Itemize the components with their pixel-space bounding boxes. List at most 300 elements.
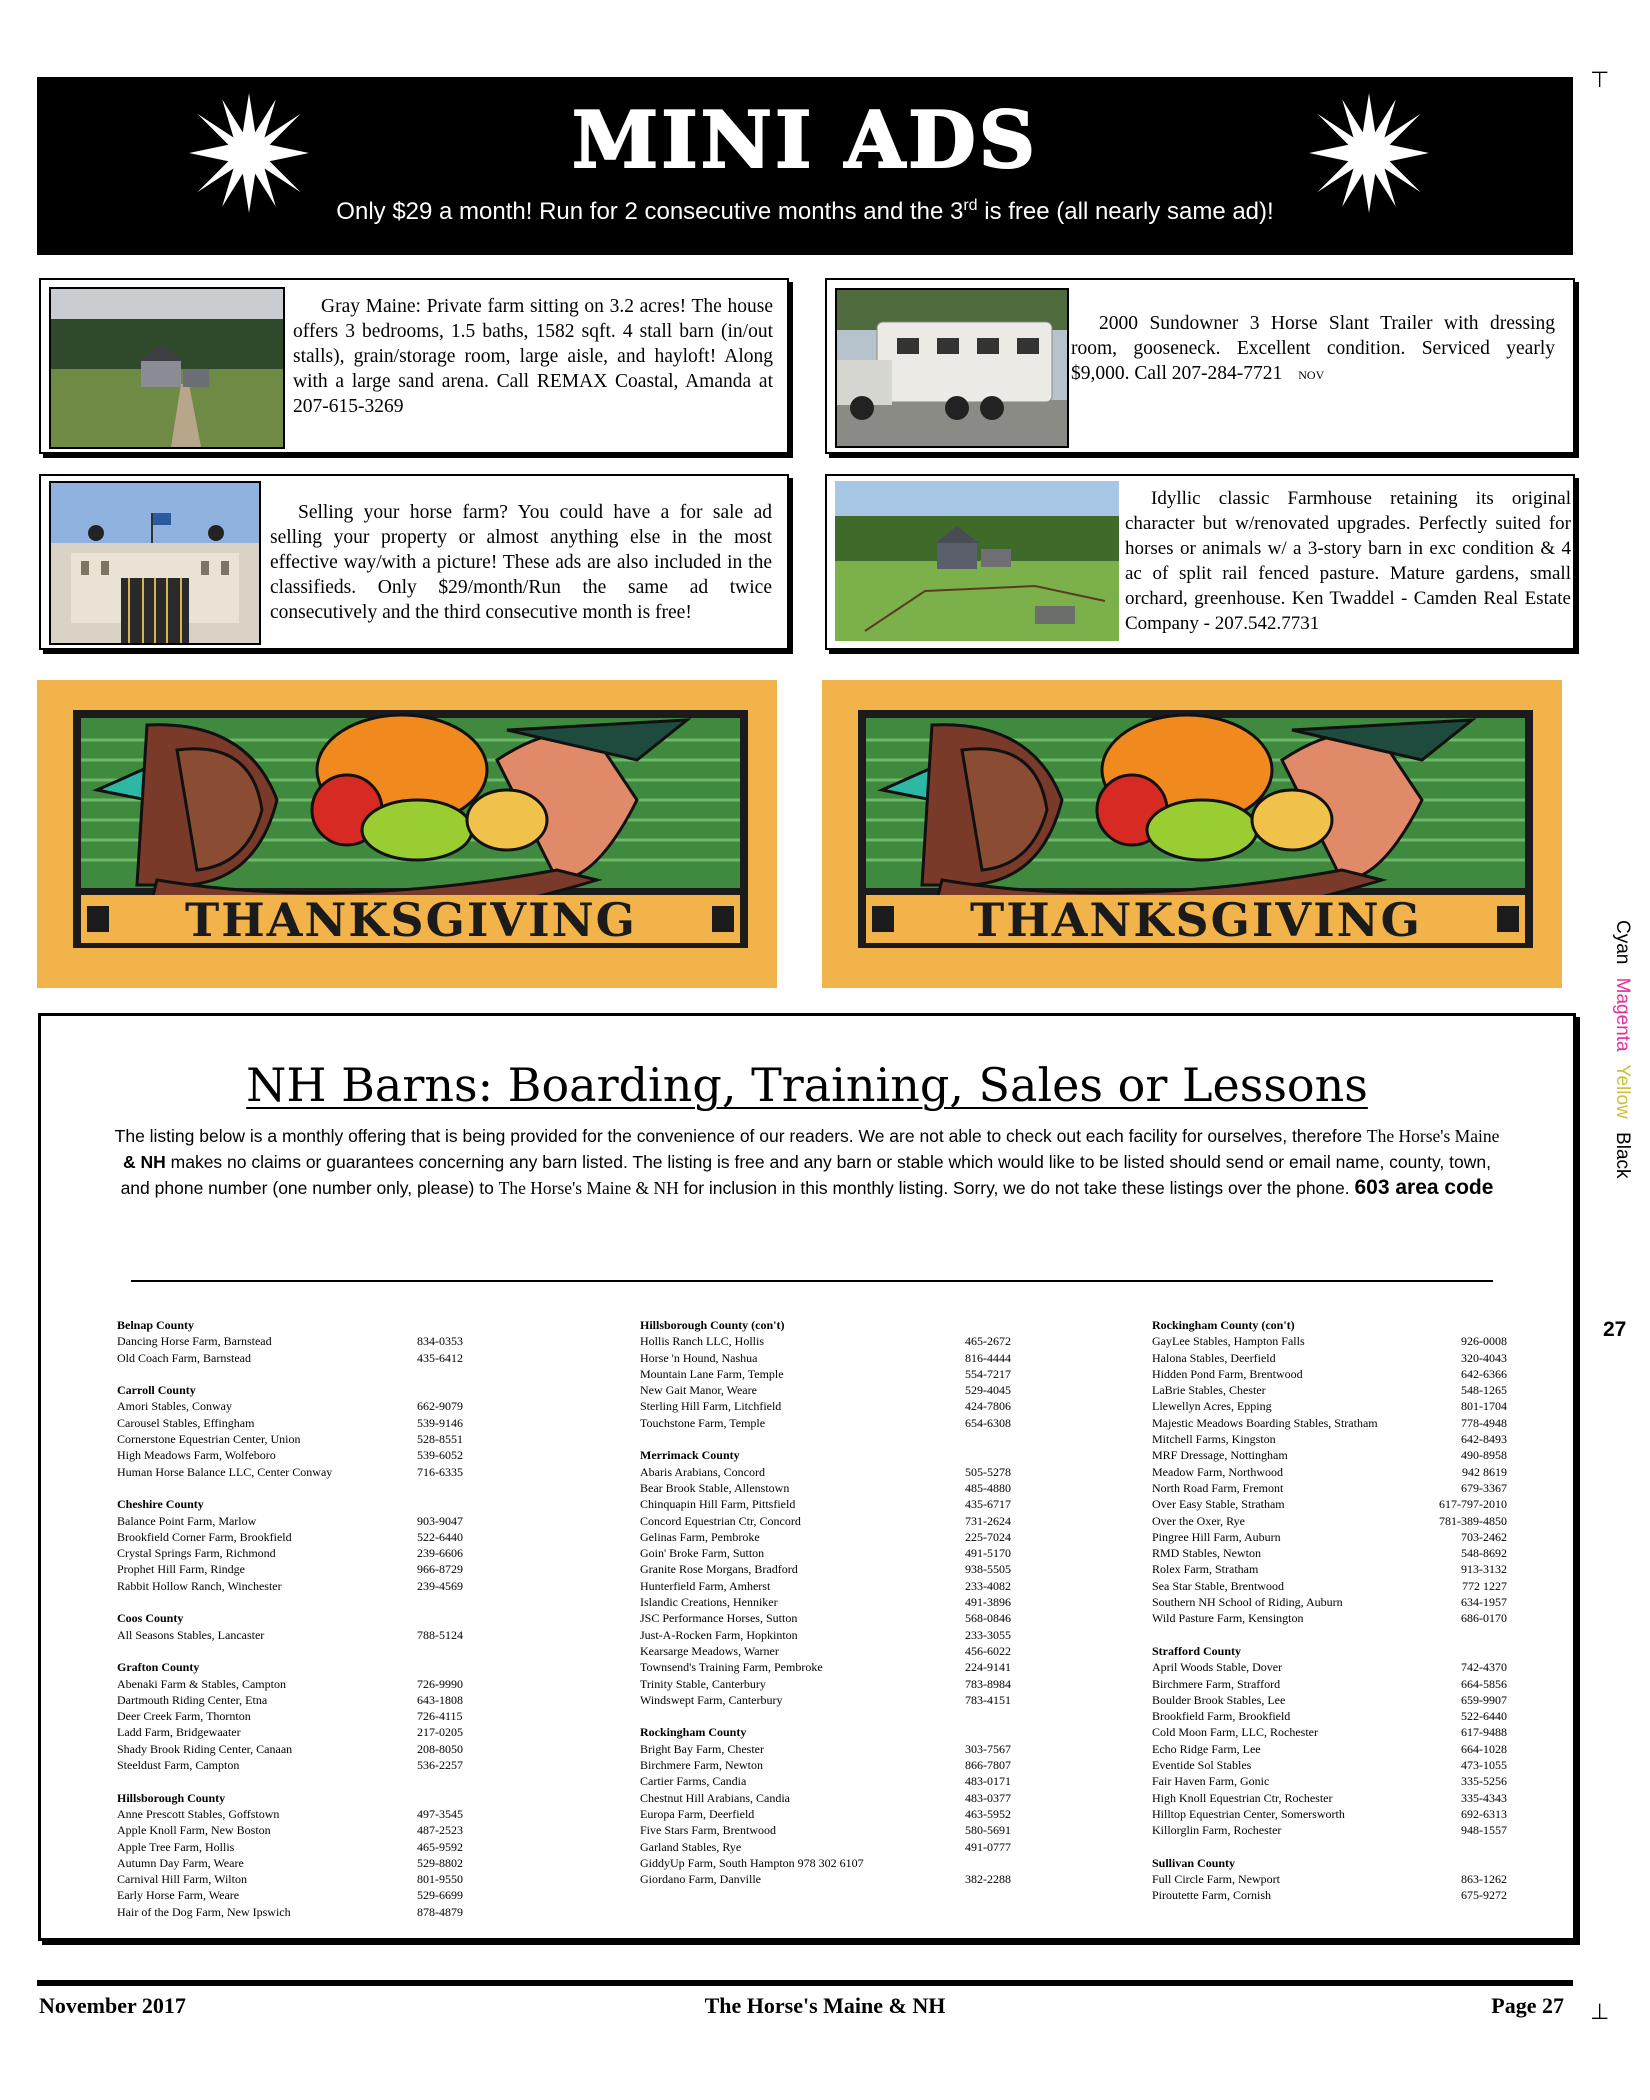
barn-name: Boulder Brook Stables, Lee: [1152, 1692, 1286, 1707]
barn-phone: 505-5278: [965, 1464, 1011, 1479]
barn-listing: [1152, 1496, 1507, 1512]
intro-text: for inclusion in this monthly listing. Sorry, we do not take these listings over the phone.: [678, 1178, 1355, 1198]
barn-phone: 435-6412: [417, 1350, 463, 1365]
barn-listing: [1152, 1887, 1507, 1903]
ad-horse-trailer: [825, 278, 1575, 454]
barn-listing: [1152, 1447, 1507, 1463]
barn-phone: 463-5952: [965, 1806, 1011, 1821]
county-heading: Grafton County: [117, 1660, 200, 1675]
barn-listing: [640, 1806, 1030, 1822]
county-heading: Strafford County: [1152, 1643, 1241, 1658]
barn-listing: [117, 1513, 472, 1529]
barn-phone: 435-6717: [965, 1497, 1011, 1512]
barn-name: Full Circle Farm, Newport: [1152, 1872, 1280, 1887]
barn-phone: 664-5856: [1461, 1676, 1507, 1691]
barn-phone: 938-5505: [965, 1562, 1011, 1577]
area-code: 603 area code: [1354, 1176, 1494, 1199]
barn-listing: [117, 1822, 472, 1838]
barn-name: Shady Brook Riding Center, Canaan: [117, 1741, 293, 1756]
barn-listing: [1152, 1513, 1507, 1529]
county-heading: Carroll County: [117, 1383, 196, 1398]
barn-phone: 742-4370: [1461, 1660, 1507, 1675]
thanksgiving-label: THANKSGIVING: [970, 893, 1422, 947]
barn-name: High Knoll Equestrian Ctr, Rochester: [1152, 1790, 1333, 1805]
banner-title: MINI ADS: [571, 95, 1039, 186]
barn-listing: [1152, 1561, 1507, 1577]
barn-phone: 456-6022: [965, 1643, 1011, 1658]
county-heading: Belnap County: [117, 1318, 195, 1332]
barn-phone: 233-3055: [965, 1627, 1011, 1642]
barn-phone: 788-5124: [417, 1627, 463, 1642]
county-heading: Merrimack County: [640, 1448, 740, 1463]
barn-listing: [640, 1578, 1030, 1594]
nh-barns-listing: [38, 1013, 1576, 1941]
barn-listing: [1152, 1366, 1507, 1382]
barn-phone: 642-8493: [1461, 1432, 1507, 1447]
barn-listing: [117, 1333, 472, 1349]
listing-column-2: [640, 1317, 1030, 1887]
barn-name: Gelinas Farm, Pembroke: [640, 1529, 760, 1544]
spacer: [117, 1366, 472, 1382]
barn-phone: 536-2257: [417, 1758, 463, 1773]
barn-phone: 948-1557: [1461, 1823, 1507, 1838]
barn-phone: 554-7217: [965, 1366, 1011, 1381]
barn-name: Abaris Arabians, Concord: [640, 1464, 765, 1479]
barn-name: Touchstone Farm, Temple: [640, 1415, 766, 1430]
barn-name: Concord Equestrian Ctr, Concord: [640, 1513, 801, 1528]
barn-listing: [117, 1871, 472, 1887]
barn-name: Cornerstone Equestrian Center, Union: [117, 1432, 301, 1447]
barn-phone: 617-9488: [1461, 1725, 1507, 1740]
barn-listing: [117, 1887, 472, 1903]
spacer: [117, 1773, 472, 1789]
thanksgiving-illustration-left: [37, 680, 777, 988]
barn-listing: [640, 1659, 1030, 1675]
barn-name: Crystal Springs Farm, Richmond: [117, 1546, 276, 1561]
barn-phone: 816-4444: [965, 1350, 1011, 1365]
barn-listing: [640, 1496, 1030, 1512]
barn-listing: [1152, 1790, 1507, 1806]
ad-farmhouse: [825, 474, 1575, 650]
barn-listing: [1152, 1692, 1507, 1708]
barn-phone: 580-5691: [965, 1823, 1011, 1838]
publication-suffix: & NH: [123, 1152, 166, 1172]
barn-phone: 335-4343: [1461, 1790, 1507, 1805]
county-heading: Cheshire County: [117, 1497, 204, 1512]
barn-name: Hair of the Dog Farm, New Ipswich: [117, 1904, 291, 1919]
barn-listing: [117, 1724, 472, 1740]
barn-phone: 662-9079: [417, 1399, 463, 1414]
barn-name: Dancing Horse Farm, Barnstead: [117, 1334, 272, 1349]
barn-phone: 233-4082: [965, 1578, 1011, 1593]
mini-ads-banner: [37, 77, 1573, 255]
barn-name: Cartier Farms, Candia: [640, 1774, 747, 1789]
barn-listing: [117, 1545, 472, 1561]
barn-listing: [1152, 1724, 1507, 1740]
barn-phone: 654-6308: [965, 1415, 1011, 1430]
barn-phone: 966-8729: [417, 1562, 463, 1577]
barn-listing: [640, 1366, 1030, 1382]
barn-name: Carousel Stables, Effingham: [117, 1415, 255, 1430]
barn-name: Chinquapin Hill Farm, Pittsfield: [640, 1497, 796, 1512]
barn-listing: [640, 1676, 1030, 1692]
barn-name: Prophet Hill Farm, Rindge: [117, 1562, 245, 1577]
barn-name: Mountain Lane Farm, Temple: [640, 1366, 784, 1381]
barn-name: All Seasons Stables, Lancaster: [117, 1627, 265, 1642]
barn-name: April Woods Stable, Dover: [1152, 1660, 1283, 1675]
barn-listing: [640, 1415, 1030, 1431]
barn-phone: 834-0353: [417, 1334, 463, 1349]
barn-listing: [640, 1741, 1030, 1757]
barn-listing: [117, 1855, 472, 1871]
barn-phone: 686-0170: [1461, 1611, 1507, 1626]
barn-phone: 726-4115: [417, 1709, 463, 1724]
barn-listing: [640, 1529, 1030, 1545]
divider: [131, 1280, 1493, 1282]
barn-name: Bright Bay Farm, Chester: [640, 1741, 764, 1756]
barn-phone: 529-6699: [417, 1888, 463, 1903]
spacer: [640, 1431, 1030, 1447]
palace-photo: [49, 481, 261, 645]
barn-phone: 529-8802: [417, 1855, 463, 1870]
barn-name: Piroutette Farm, Cornish: [1152, 1888, 1271, 1903]
barn-listing: [1152, 1676, 1507, 1692]
barn-name: Over Easy Stable, Stratham: [1152, 1497, 1285, 1512]
farm-photo: [49, 287, 285, 449]
barn-phone: 465-2672: [965, 1334, 1011, 1349]
barn-phone: 208-8050: [417, 1741, 463, 1756]
listing-title: NH Barns: Boarding, Training, Sales or Lessons: [246, 1058, 1368, 1112]
barn-name: Rolex Farm, Stratham: [1152, 1562, 1259, 1577]
barn-phone: 675-9272: [1461, 1888, 1507, 1903]
barn-phone: 473-1055: [1461, 1758, 1507, 1773]
barn-name: Europa Farm, Deerfield: [640, 1806, 755, 1821]
black-mark: Black: [1612, 1132, 1633, 1179]
barn-phone: 703-2462: [1461, 1529, 1507, 1544]
barn-name: Brookfield Farm, Brookfield: [1152, 1709, 1291, 1724]
barn-name: Wild Pasture Farm, Kensington: [1152, 1611, 1304, 1626]
barn-listing: [640, 1855, 1030, 1871]
farmhouse-photo: [835, 481, 1119, 641]
barn-name: Bear Brook Stable, Allenstown: [640, 1480, 790, 1495]
barn-phone: 801-9550: [417, 1872, 463, 1887]
barn-phone: 529-4045: [965, 1383, 1011, 1398]
side-page-number: 27: [1603, 1318, 1627, 1341]
barn-listing: [640, 1757, 1030, 1773]
barn-name: Cold Moon Farm, LLC, Rochester: [1152, 1725, 1318, 1740]
barn-listing: [640, 1773, 1030, 1789]
barn-listing: [1152, 1610, 1507, 1626]
barn-phone: 490-8958: [1461, 1448, 1507, 1463]
footer-page: Page 27: [1491, 1993, 1564, 2018]
barn-listing: [1152, 1480, 1507, 1496]
crop-mark-icon: ⊥: [1590, 2000, 1610, 2025]
barn-phone: 863-1262: [1461, 1872, 1507, 1887]
barn-name: MRF Dressage, Nottingham: [1152, 1448, 1288, 1463]
banner-subtitle-sup: rd: [963, 197, 978, 214]
barn-listing: [1152, 1350, 1507, 1366]
barn-phone: 539-6052: [417, 1448, 463, 1463]
barn-name: Ladd Farm, Bridgewaater: [117, 1725, 241, 1740]
barn-name: Islandic Creations, Henniker: [640, 1595, 778, 1610]
spacer: [117, 1643, 472, 1659]
ad-selling-horse-farm: [39, 474, 789, 650]
publication-name: The Horse's Maine & NH: [498, 1178, 679, 1198]
thanksgiving-label: THANKSGIVING: [185, 893, 637, 947]
barn-phone: 772 1227: [1462, 1578, 1507, 1593]
barn-name: Llewellyn Acres, Epping: [1152, 1399, 1272, 1414]
footer-date: November 2017: [39, 1993, 186, 2018]
barn-listing: [640, 1594, 1030, 1610]
barn-listing: [117, 1676, 472, 1692]
barn-listing: [640, 1822, 1030, 1838]
barn-phone: 382-2288: [965, 1872, 1011, 1887]
barn-name: Five Stars Farm, Brentwood: [640, 1823, 776, 1838]
barn-listing: [1152, 1822, 1507, 1838]
barn-listing: [640, 1464, 1030, 1480]
spacer: [640, 1708, 1030, 1724]
barn-name: Halona Stables, Deerfield: [1152, 1350, 1276, 1365]
barn-phone: 781-389-4850: [1439, 1513, 1507, 1528]
barn-listing: [1152, 1545, 1507, 1561]
barn-phone: 225-7024: [965, 1529, 1011, 1544]
barn-phone: 491-5170: [965, 1546, 1011, 1561]
barn-listing: [1152, 1659, 1507, 1675]
yellow-mark: Yellow: [1612, 1064, 1633, 1119]
barn-name: Killorglin Farm, Rochester: [1152, 1823, 1282, 1838]
county-heading: Hillsborough County: [117, 1790, 226, 1805]
barn-name: New Gait Manor, Weare: [640, 1383, 757, 1398]
thanksgiving-illustration-right: [822, 680, 1562, 988]
barn-listing: [117, 1464, 472, 1480]
barn-listing: [117, 1692, 472, 1708]
barn-name: Sterling Hill Farm, Litchfield: [640, 1399, 782, 1414]
barn-name: JSC Performance Horses, Sutton: [640, 1611, 798, 1626]
barn-phone: 522-6440: [1461, 1709, 1507, 1724]
barn-phone: 497-3545: [417, 1806, 463, 1821]
barn-name: Giordano Farm, Danville: [640, 1872, 761, 1887]
barn-phone: 642-6366: [1461, 1366, 1507, 1381]
barn-phone: 726-9990: [417, 1676, 463, 1691]
barn-name: Pingree Hill Farm, Auburn: [1152, 1529, 1281, 1544]
barn-phone: 528-8551: [417, 1432, 463, 1447]
barn-listing: [1152, 1398, 1507, 1414]
barn-phone: 548-1265: [1461, 1383, 1507, 1398]
barn-name: Hidden Pond Farm, Brentwood: [1152, 1366, 1303, 1381]
barn-listing: [117, 1627, 472, 1643]
barn-phone: 424-7806: [965, 1399, 1011, 1414]
banner-subtitle-end: is free (all nearly same ad)!: [977, 198, 1274, 225]
trailer-photo: [835, 288, 1069, 448]
ad-text: [1071, 311, 1555, 388]
barn-name: Balance Point Farm, Marlow: [117, 1513, 257, 1528]
barn-listing: [640, 1610, 1030, 1626]
barn-phone: 522-6440: [417, 1529, 463, 1544]
barn-listing: [117, 1741, 472, 1757]
barn-phone: 801-1704: [1461, 1399, 1507, 1414]
barn-listing: [117, 1806, 472, 1822]
barn-listing: [640, 1545, 1030, 1561]
barn-phone: 224-9141: [965, 1660, 1011, 1675]
intro-text: makes no claims or guarantees concerning any barn listed. The listing is free and any barn or stable which would like to be listed should send or email name, county, town, and phone number (one number only, please) to: [120, 1152, 1491, 1198]
barn-phone: 239-4569: [417, 1578, 463, 1593]
spacer: [1152, 1839, 1507, 1855]
barn-name: Horse 'n Hound, Nashua: [640, 1350, 758, 1365]
barn-listing: [1152, 1594, 1507, 1610]
barn-phone: 217-0205: [417, 1725, 463, 1740]
barn-listing: [117, 1839, 472, 1855]
barn-name: Apple Tree Farm, Hollis: [117, 1839, 235, 1854]
barn-listing: [1152, 1773, 1507, 1789]
barn-name: Abenaki Farm & Stables, Campton: [117, 1676, 286, 1691]
barn-listing: [117, 1415, 472, 1431]
barn-phone: 878-4879: [417, 1904, 463, 1919]
ad-text: Selling your horse farm? You could have a for sale ad selling your property or almost anything else in the most effective way/with a picture! These ads are also included in the classifieds. Only $29/month/Run the same ad twice consecutively and the third consecutive month is free!: [270, 502, 772, 623]
barn-phone: 664-1028: [1461, 1741, 1507, 1756]
barn-phone: 320-4043: [1461, 1350, 1507, 1365]
barn-name: Granite Rose Morgans, Bradford: [640, 1562, 798, 1577]
barn-name: Fair Haven Farm, Gonic: [1152, 1774, 1270, 1789]
barn-phone: 568-0846: [965, 1611, 1011, 1626]
barn-phone: 659-9907: [1461, 1692, 1507, 1707]
barn-phone: 483-0377: [965, 1790, 1011, 1805]
barn-name: Eventide Sol Stables: [1152, 1758, 1252, 1773]
barn-listing: [1152, 1741, 1507, 1757]
magenta-mark: Magenta: [1612, 977, 1633, 1052]
publication-name: The Horse's Maine: [1366, 1126, 1500, 1146]
barn-listing: [640, 1333, 1030, 1349]
barn-name: Autumn Day Farm, Weare: [117, 1855, 244, 1870]
barn-name: Hilltop Equestrian Center, Somersworth: [1152, 1806, 1345, 1821]
barn-phone: 731-2624: [965, 1513, 1011, 1528]
barn-name: Garland Stables, Rye: [640, 1839, 742, 1854]
cyan-mark: Cyan: [1612, 920, 1633, 965]
barn-phone: 643-1808: [417, 1692, 463, 1707]
barn-name: GiddyUp Farm, South Hampton 978 302 6107: [640, 1855, 864, 1870]
barn-phone: 491-3896: [965, 1595, 1011, 1610]
spacer: [117, 1594, 472, 1610]
barn-listing: [1152, 1806, 1507, 1822]
barn-phone: 617-797-2010: [1439, 1497, 1507, 1512]
barn-listing: [117, 1904, 472, 1920]
barn-phone: 483-0171: [965, 1774, 1011, 1789]
barn-name: Deer Creek Farm, Thornton: [117, 1709, 251, 1724]
barn-listing: [640, 1692, 1030, 1708]
barn-phone: 783-4151: [965, 1692, 1011, 1707]
barn-name: Chestnut Hill Arabians, Candia: [640, 1790, 790, 1805]
barn-phone: 465-9592: [417, 1839, 463, 1854]
barn-phone: 239-6606: [417, 1546, 463, 1561]
barn-name: Brookfield Corner Farm, Brookfield: [117, 1529, 292, 1544]
barn-phone: 487-2523: [417, 1823, 463, 1838]
barn-name: Echo Ridge Farm, Lee: [1152, 1741, 1261, 1756]
barn-name: Dartmouth Riding Center, Etna: [117, 1692, 268, 1707]
barn-listing: [117, 1561, 472, 1577]
spacer: [117, 1480, 472, 1496]
listing-column-1: [117, 1317, 472, 1920]
footer-publication: The Horse's Maine & NH: [704, 1993, 946, 2018]
barn-phone: 335-5256: [1461, 1774, 1507, 1789]
barn-listing: [640, 1871, 1030, 1887]
barn-name: Hollis Ranch LLC, Hollis: [640, 1334, 764, 1349]
barn-listing: [1152, 1757, 1507, 1773]
barn-listing: [1152, 1431, 1507, 1447]
barn-name: GayLee Stables, Hampton Falls: [1152, 1334, 1305, 1349]
barn-listing: [117, 1529, 472, 1545]
barn-phone: 548-8692: [1461, 1546, 1507, 1561]
barn-listing: [117, 1757, 472, 1773]
barn-name: Steeldust Farm, Campton: [117, 1758, 240, 1773]
barn-listing: [1152, 1578, 1507, 1594]
barn-name: Rabbit Hollow Ranch, Winchester: [117, 1578, 282, 1593]
barn-name: Early Horse Farm, Weare: [117, 1888, 240, 1903]
color-registration-marks: [1607, 920, 1647, 1220]
barn-name: Hunterfield Farm, Amherst: [640, 1578, 771, 1593]
intro-text: The listing below is a monthly offering that is being provided for the convenience of our readers. We are not able to check out each facility for ourselves, therefore: [114, 1126, 1367, 1146]
barn-name: RMD Stables, Newton: [1152, 1546, 1261, 1561]
county-heading: Hillsborough County (con't): [640, 1318, 785, 1332]
barn-listing: [1152, 1415, 1507, 1431]
barn-name: High Meadows Farm, Wolfeboro: [117, 1448, 276, 1463]
barn-name: Kearsarge Meadows, Warner: [640, 1643, 779, 1658]
barn-name: Sea Star Stable, Brentwood: [1152, 1578, 1284, 1593]
county-heading: Rockingham County (con't): [1152, 1318, 1295, 1332]
ad-text: Gray Maine: Private farm sitting on 3.2 acres! The house offers 3 bedrooms, 1.5 baths, 1582 sqft. 4 stall barn (in/out stalls), grain/storage room, large aisle, and hayloft! Along with a large sand arena. Call REMAX Coastal, Amanda at 207-615-3269: [293, 296, 773, 417]
barn-phone: 778-4948: [1461, 1415, 1507, 1430]
ad-text-body: 2000 Sundowner 3 Horse Slant Trailer with dressing room, gooseneck. Excellent condition. Serviced yearly $9,000. Call 207-284-7721: [1071, 313, 1555, 384]
barn-listing: [117, 1350, 472, 1366]
barn-phone: 539-9146: [417, 1415, 463, 1430]
barn-name: Over the Oxer, Rye: [1152, 1513, 1246, 1528]
barn-listing: [1152, 1708, 1507, 1724]
listing-column-3: [1152, 1317, 1507, 1904]
barn-listing: [1152, 1464, 1507, 1480]
barn-listing: [1152, 1382, 1507, 1398]
barn-listing: [640, 1839, 1030, 1855]
barn-name: Apple Knoll Farm, New Boston: [117, 1823, 271, 1838]
barn-listing: [1152, 1333, 1507, 1349]
barn-phone: 903-9047: [417, 1513, 463, 1528]
barn-name: Trinity Stable, Canterbury: [640, 1676, 766, 1691]
barn-name: Old Coach Farm, Barnstead: [117, 1350, 251, 1365]
barn-listing: [640, 1561, 1030, 1577]
barn-listing: [640, 1350, 1030, 1366]
barn-phone: 866-7807: [965, 1758, 1011, 1773]
barn-name: Anne Prescott Stables, Goffstown: [117, 1806, 280, 1821]
barn-name: Townsend's Training Farm, Pembroke: [640, 1660, 823, 1675]
barn-name: Meadow Farm, Northwood: [1152, 1464, 1283, 1479]
barn-name: Birchmere Farm, Strafford: [1152, 1676, 1281, 1691]
barn-name: Just-A-Rocken Farm, Hopkinton: [640, 1627, 798, 1642]
barn-phone: 926-0008: [1461, 1334, 1507, 1349]
ad-month-tag: NOV: [1298, 368, 1325, 382]
barn-listing: [640, 1790, 1030, 1806]
barn-name: North Road Farm, Fremont: [1152, 1480, 1284, 1495]
barn-listing: [640, 1513, 1030, 1529]
barn-phone: 942 8619: [1462, 1464, 1507, 1479]
barn-listing: [117, 1398, 472, 1414]
barn-listing: [640, 1480, 1030, 1496]
barn-name: Goin' Broke Farm, Sutton: [640, 1546, 765, 1561]
crop-mark-icon: ⊤: [1590, 68, 1610, 93]
barn-listing: [640, 1627, 1030, 1643]
banner-subtitle-text: Only $29 a month! Run for 2 consecutive months and the 3: [336, 198, 964, 225]
listing-intro: [111, 1123, 1503, 1201]
barn-phone: 913-3132: [1461, 1562, 1507, 1577]
barn-name: Mitchell Farms, Kingston: [1152, 1432, 1276, 1447]
ad-text: Idyllic classic Farmhouse retaining its original character but w/renovated upgrades. Perfectly suited for horses or animals w/ a 3-story barn in exc condition & 4 ac of split rail fenced pasture. Mature gardens, small orchard, greenhouse. Ken Twaddel - Camden Real Estate Company - 207.542.7731: [1125, 488, 1571, 634]
barn-listing: [640, 1643, 1030, 1659]
